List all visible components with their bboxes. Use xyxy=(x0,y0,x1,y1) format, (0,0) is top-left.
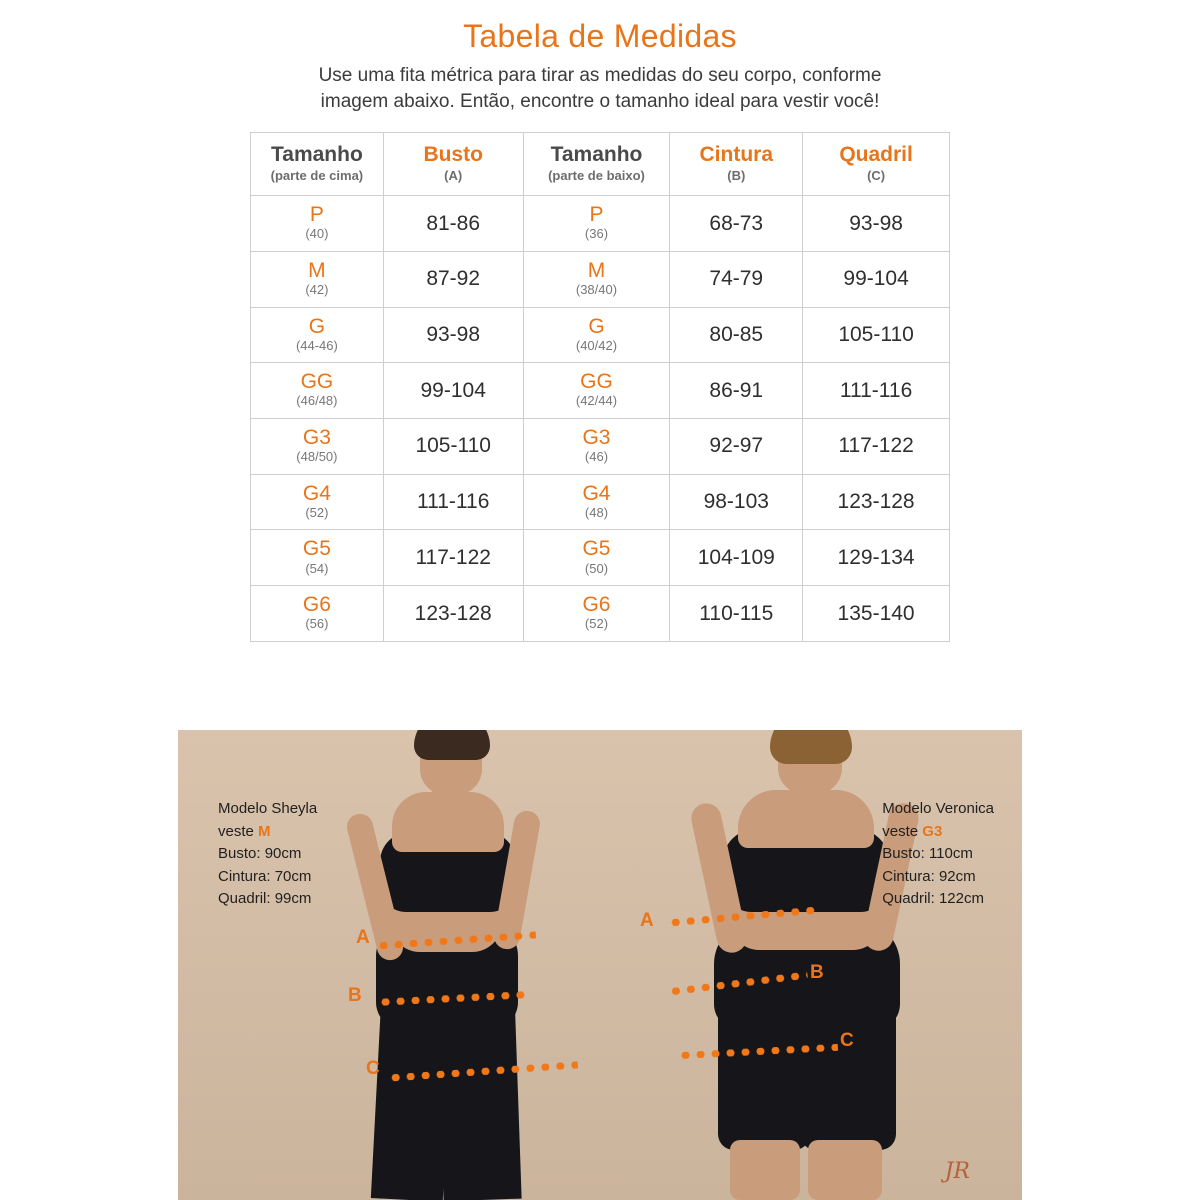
cell-size-bottom xyxy=(523,252,670,308)
size-code: G4 xyxy=(582,481,611,505)
size-number: (40) xyxy=(305,226,329,242)
table-row xyxy=(251,363,950,419)
header-cell-busto xyxy=(383,133,523,196)
size-code: M xyxy=(308,259,326,283)
size-number: (42) xyxy=(305,282,329,298)
cell-quadril: 117-122 xyxy=(803,419,950,475)
size-code: GG xyxy=(300,370,334,394)
size-number: (48) xyxy=(584,504,609,520)
header xyxy=(0,0,1200,114)
cell-cintura: 80-85 xyxy=(670,307,803,363)
size-code: P xyxy=(589,203,604,227)
cell-size-top xyxy=(251,530,384,586)
model-left-cintura: Cintura: 70cm xyxy=(218,867,312,885)
table-row xyxy=(251,307,950,363)
cell-size-top xyxy=(251,586,384,642)
cell-size-top xyxy=(251,196,384,252)
cell-busto: 81-86 xyxy=(383,196,523,252)
size-code: G xyxy=(308,314,326,338)
cell-busto: 111-116 xyxy=(383,474,523,530)
table-body xyxy=(251,196,950,642)
bust-label-left: A xyxy=(356,927,370,948)
model-right-quadril: Quadril: 122cm xyxy=(882,890,984,907)
cell-busto: 117-122 xyxy=(383,530,523,586)
cell-quadril: 93-98 xyxy=(803,196,950,252)
cell-cintura: 86-91 xyxy=(670,363,803,419)
model-left-figure xyxy=(328,730,588,1200)
subtitle-line-2: imagem abaixo. Então, encontre o tamanho ideal para vestir você! xyxy=(320,90,880,112)
size-code: G5 xyxy=(302,537,331,561)
header-label-sub: (C) xyxy=(867,167,886,183)
cell-cintura: 98-103 xyxy=(670,474,803,530)
cell-size-bottom xyxy=(523,530,670,586)
header-label-main: Quadril xyxy=(839,143,913,167)
size-code: G3 xyxy=(302,426,331,450)
header-cell-tamanho-cima xyxy=(251,133,384,196)
size-number: (46/48) xyxy=(296,393,338,409)
table-row xyxy=(251,586,950,642)
brand-watermark: JR xyxy=(944,1159,970,1184)
header-label-sub: (parte de cima) xyxy=(270,167,364,183)
size-number: (52) xyxy=(584,616,609,632)
model-left-info xyxy=(218,798,317,911)
cell-size-bottom xyxy=(523,419,670,475)
cell-size-bottom xyxy=(523,363,670,419)
waist-label-right: B xyxy=(810,962,824,983)
model-left-quadril: Quadril: 99cm xyxy=(218,890,312,907)
cell-quadril: 111-116 xyxy=(803,363,950,419)
cell-busto: 93-98 xyxy=(383,307,523,363)
subtitle-line-1: Use uma fita métrica para tirar as medidas do seu corpo, conforme xyxy=(318,65,882,86)
size-code: P xyxy=(309,203,324,227)
table-row xyxy=(251,530,950,586)
model-left-name: Modelo Sheyla xyxy=(218,800,318,817)
model-right-size: G3 xyxy=(922,822,943,840)
model-right-wears xyxy=(882,821,994,844)
header-cell-cintura xyxy=(670,133,803,196)
cell-cintura: 68-73 xyxy=(670,196,803,252)
hip-label-right: C xyxy=(840,1030,854,1051)
model-right-busto: Busto: 110cm xyxy=(882,845,973,862)
header-label-sub: (parte de baixo) xyxy=(548,167,645,183)
header-label-main: Tamanho xyxy=(550,143,643,167)
cell-busto: 87-92 xyxy=(383,252,523,308)
size-code: G5 xyxy=(582,537,611,561)
cell-size-bottom xyxy=(523,474,670,530)
header-cell-quadril xyxy=(803,133,950,196)
size-table-wrap xyxy=(250,132,950,642)
size-number: (40/42) xyxy=(575,337,618,353)
cell-quadril: 129-134 xyxy=(803,530,950,586)
size-number: (48/50) xyxy=(296,449,338,465)
header-label-sub: (A) xyxy=(444,167,463,183)
page-subtitle xyxy=(250,63,950,114)
cell-cintura: 104-109 xyxy=(670,530,803,586)
waist-label-left: B xyxy=(348,985,362,1006)
cell-busto: 105-110 xyxy=(383,419,523,475)
header-label-main: Tamanho xyxy=(271,143,363,167)
size-number: (50) xyxy=(584,560,609,576)
cell-size-top xyxy=(251,307,384,363)
cell-quadril: 99-104 xyxy=(803,252,950,308)
model-right-cintura: Cintura: 92cm xyxy=(882,867,976,885)
hip-label-left: C xyxy=(366,1058,380,1079)
size-number: (42/44) xyxy=(575,393,618,409)
cell-size-top xyxy=(251,252,384,308)
table-row xyxy=(251,474,950,530)
size-number: (52) xyxy=(305,504,329,520)
cell-cintura: 92-97 xyxy=(670,419,803,475)
cell-busto: 123-128 xyxy=(383,586,523,642)
cell-size-top xyxy=(251,419,384,475)
cell-quadril: 105-110 xyxy=(803,307,950,363)
table-header-row xyxy=(251,133,950,196)
cell-size-bottom xyxy=(523,196,670,252)
model-right-wears-prefix: veste xyxy=(882,822,923,840)
model-left-size: M xyxy=(258,822,271,840)
size-number: (56) xyxy=(305,616,329,632)
model-right-name: Modelo Veronica xyxy=(882,800,994,817)
header-label-main: Busto xyxy=(423,143,483,167)
table-row xyxy=(251,252,950,308)
header-label-sub: (B) xyxy=(727,167,746,183)
size-number: (46) xyxy=(584,449,609,465)
size-code: G3 xyxy=(582,426,611,450)
cell-size-top xyxy=(251,474,384,530)
cell-quadril: 123-128 xyxy=(803,474,950,530)
cell-size-bottom xyxy=(523,586,670,642)
table-row xyxy=(251,419,950,475)
models-photo-panel xyxy=(178,730,1022,1200)
size-number: (36) xyxy=(584,226,609,242)
size-code: G6 xyxy=(582,593,611,617)
cell-cintura: 110-115 xyxy=(670,586,803,642)
cell-quadril: 135-140 xyxy=(803,586,950,642)
size-code: M xyxy=(587,259,606,283)
size-code: G6 xyxy=(302,593,331,617)
cell-size-top xyxy=(251,363,384,419)
table-row xyxy=(251,196,950,252)
cell-cintura: 74-79 xyxy=(670,252,803,308)
model-right-info xyxy=(882,798,994,911)
size-number: (44-46) xyxy=(295,337,338,353)
size-code: GG xyxy=(580,370,613,394)
size-number: (38/40) xyxy=(575,282,618,298)
size-number: (54) xyxy=(305,560,329,576)
cell-busto: 99-104 xyxy=(383,363,523,419)
header-label-main: Cintura xyxy=(699,143,774,167)
page-title: Tabela de Medidas xyxy=(463,18,737,54)
bust-label-right: A xyxy=(640,910,654,931)
header-cell-tamanho-baixo xyxy=(523,133,670,196)
cell-size-bottom xyxy=(523,307,670,363)
size-table xyxy=(250,132,950,642)
model-left-busto: Busto: 90cm xyxy=(218,845,302,862)
model-left-wears xyxy=(218,821,317,844)
size-code: G xyxy=(588,314,605,338)
size-code: G4 xyxy=(302,481,331,505)
model-left-wears-prefix: veste xyxy=(218,822,259,840)
